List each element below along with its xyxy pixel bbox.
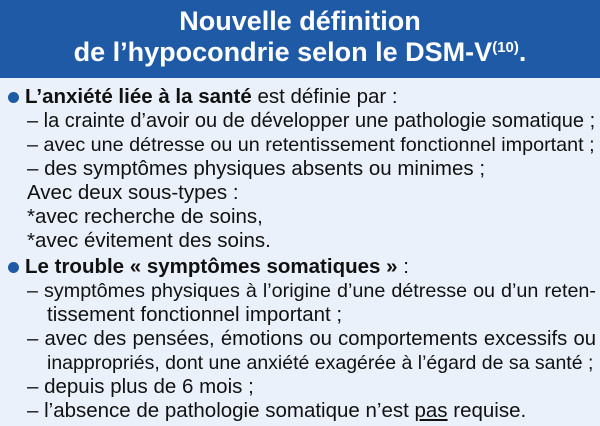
section1-subtypes-intro: Avec deux sous-types :: [27, 181, 239, 204]
section1-subtype-2: *avec évitement des soins.: [27, 229, 271, 252]
section2-item-4-underlined: pas: [414, 399, 448, 422]
section2-item-2-line-1: – avec des pensées, émotions ou comportements excessifs ou: [27, 328, 596, 350]
bullet-dot-icon: [8, 262, 19, 273]
section1-heading: [25, 85, 398, 109]
section2-item-4: [27, 399, 526, 423]
section2-item-1-line-2: tissement fonctionnel important ;: [47, 303, 343, 326]
section2-heading-bold: Le trouble « symptômes somatiques »: [25, 255, 398, 278]
section2-item-3: – depuis plus de 6 mois ;: [27, 375, 254, 398]
section2-item-1-line-1: – symptômes physiques à l’origine d’une détresse ou d’un reten-: [27, 280, 596, 302]
content-panel: [0, 80, 600, 426]
section2-item-2-line-2: inappropriés, dont une anxiété exagérée à l’égard de sa santé ;: [47, 352, 594, 374]
bullet-dot-icon: [8, 92, 19, 103]
section1-item-1: – la crainte d’avoir ou de développer une pathologie somatique ;: [27, 110, 596, 132]
title-line-1: Nouvelle définition: [179, 6, 421, 36]
title-banner: [0, 0, 600, 78]
section1-item-3: – des symptômes physiques absents ou minimes ;: [27, 157, 486, 180]
section1-item-2: – avec une détresse ou un retentissement fonctionnel important ;: [27, 134, 595, 156]
title-period: .: [518, 37, 527, 67]
section2-item-4-pre: – l’absence de pathologie somatique n’est: [27, 399, 415, 422]
section2-item-4-post: requise.: [447, 399, 527, 422]
title-line-2: [0, 37, 600, 68]
section1-subtype-1: *avec recherche de soins,: [27, 205, 263, 228]
title-reference: (10): [492, 39, 519, 56]
section1-heading-bold: L’anxiété liée à la santé: [25, 85, 252, 108]
section2-heading: [25, 255, 409, 279]
title-line-2-text: de l’hypocondrie selon le DSM-V: [73, 37, 493, 67]
section2-heading-rest: :: [397, 255, 409, 278]
section1-heading-rest: est définie par :: [251, 85, 398, 108]
